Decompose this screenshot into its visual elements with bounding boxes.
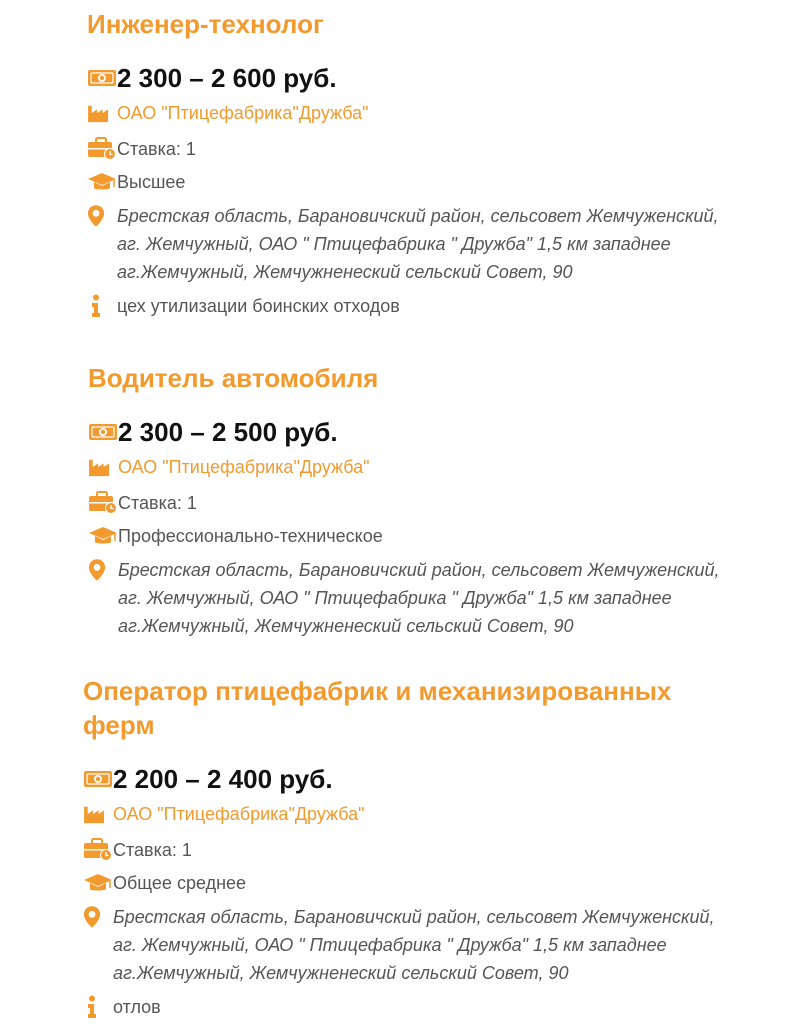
money-icon — [87, 61, 117, 95]
company-link[interactable]: ОАО "Птицефабрика"Дружба" — [113, 804, 365, 824]
money-icon — [88, 415, 118, 449]
rate-row — [83, 836, 783, 864]
address-value: Брестская область, Барановичский район, сельсовет Жемчуженский, аг. Жемчужный, ОАО " Птицефабрика " Дружба" 1,5 км западнее аг.Жемчужный, Жемчужненеский сельский Совет, 90 — [118, 560, 720, 636]
address-row — [87, 202, 787, 286]
company-row — [87, 99, 787, 127]
address-row — [83, 903, 783, 987]
address-row — [88, 556, 788, 640]
salary-row — [88, 415, 788, 449]
location-pin-icon — [88, 556, 118, 584]
briefcase-clock-icon — [83, 836, 113, 864]
rate-value: Ставка: 1 — [113, 840, 192, 860]
briefcase-clock-icon — [88, 489, 118, 517]
graduation-cap-icon — [83, 869, 113, 897]
location-pin-icon — [87, 202, 117, 230]
education-value: Высшее — [117, 172, 186, 192]
rate-value: Ставка: 1 — [118, 493, 197, 513]
company-link[interactable]: ОАО "Птицефабрика"Дружба" — [118, 457, 370, 477]
salary-value: 2 300 – 2 600 руб. — [117, 63, 337, 93]
salary-row — [83, 762, 783, 796]
education-row — [88, 522, 788, 550]
vacancy-card — [87, 7, 787, 320]
info-icon — [87, 292, 117, 320]
company-row — [88, 453, 788, 481]
money-icon — [83, 762, 113, 796]
company-row — [83, 800, 783, 828]
note-value: цех утилизации боинских отходов — [117, 296, 400, 316]
address-value: Брестская область, Барановичский район, сельсовет Жемчуженский, аг. Жемчужный, ОАО " Птицефабрика " Дружба" 1,5 км западнее аг.Жемчужный, Жемчужненеский сельский Совет, 90 — [117, 206, 719, 282]
education-row — [83, 869, 783, 897]
vacancy-title[interactable]: Оператор птицефабрик и механизированных ферм — [83, 676, 672, 740]
info-icon — [83, 993, 113, 1021]
graduation-cap-icon — [87, 168, 117, 196]
note-value: отлов — [113, 997, 161, 1017]
note-row — [87, 292, 787, 320]
rate-row — [87, 135, 787, 163]
salary-value: 2 300 – 2 500 руб. — [118, 417, 338, 447]
education-row — [87, 168, 787, 196]
factory-icon — [87, 99, 117, 127]
rate-value: Ставка: 1 — [117, 139, 196, 159]
note-row — [83, 993, 783, 1021]
salary-value: 2 200 – 2 400 руб. — [113, 764, 333, 794]
rate-row — [88, 489, 788, 517]
briefcase-clock-icon — [87, 135, 117, 163]
vacancy-title[interactable]: Инженер-технолог — [87, 9, 324, 39]
education-value: Общее среднее — [113, 873, 247, 893]
location-pin-icon — [83, 903, 113, 931]
vacancy-card — [88, 361, 788, 646]
address-value: Брестская область, Барановичский район, сельсовет Жемчуженский, аг. Жемчужный, ОАО " Птицефабрика " Дружба" 1,5 км западнее аг.Жемчужный, Жемчужненеский сельский Совет, 90 — [113, 907, 715, 983]
factory-icon — [83, 800, 113, 828]
graduation-cap-icon — [88, 522, 118, 550]
vacancy-card — [83, 674, 783, 1021]
education-value: Профессионально-техническое — [118, 526, 383, 546]
salary-row — [87, 61, 787, 95]
vacancy-title[interactable]: Водитель автомобиля — [88, 363, 379, 393]
factory-icon — [88, 453, 118, 481]
company-link[interactable]: ОАО "Птицефабрика"Дружба" — [117, 103, 369, 123]
